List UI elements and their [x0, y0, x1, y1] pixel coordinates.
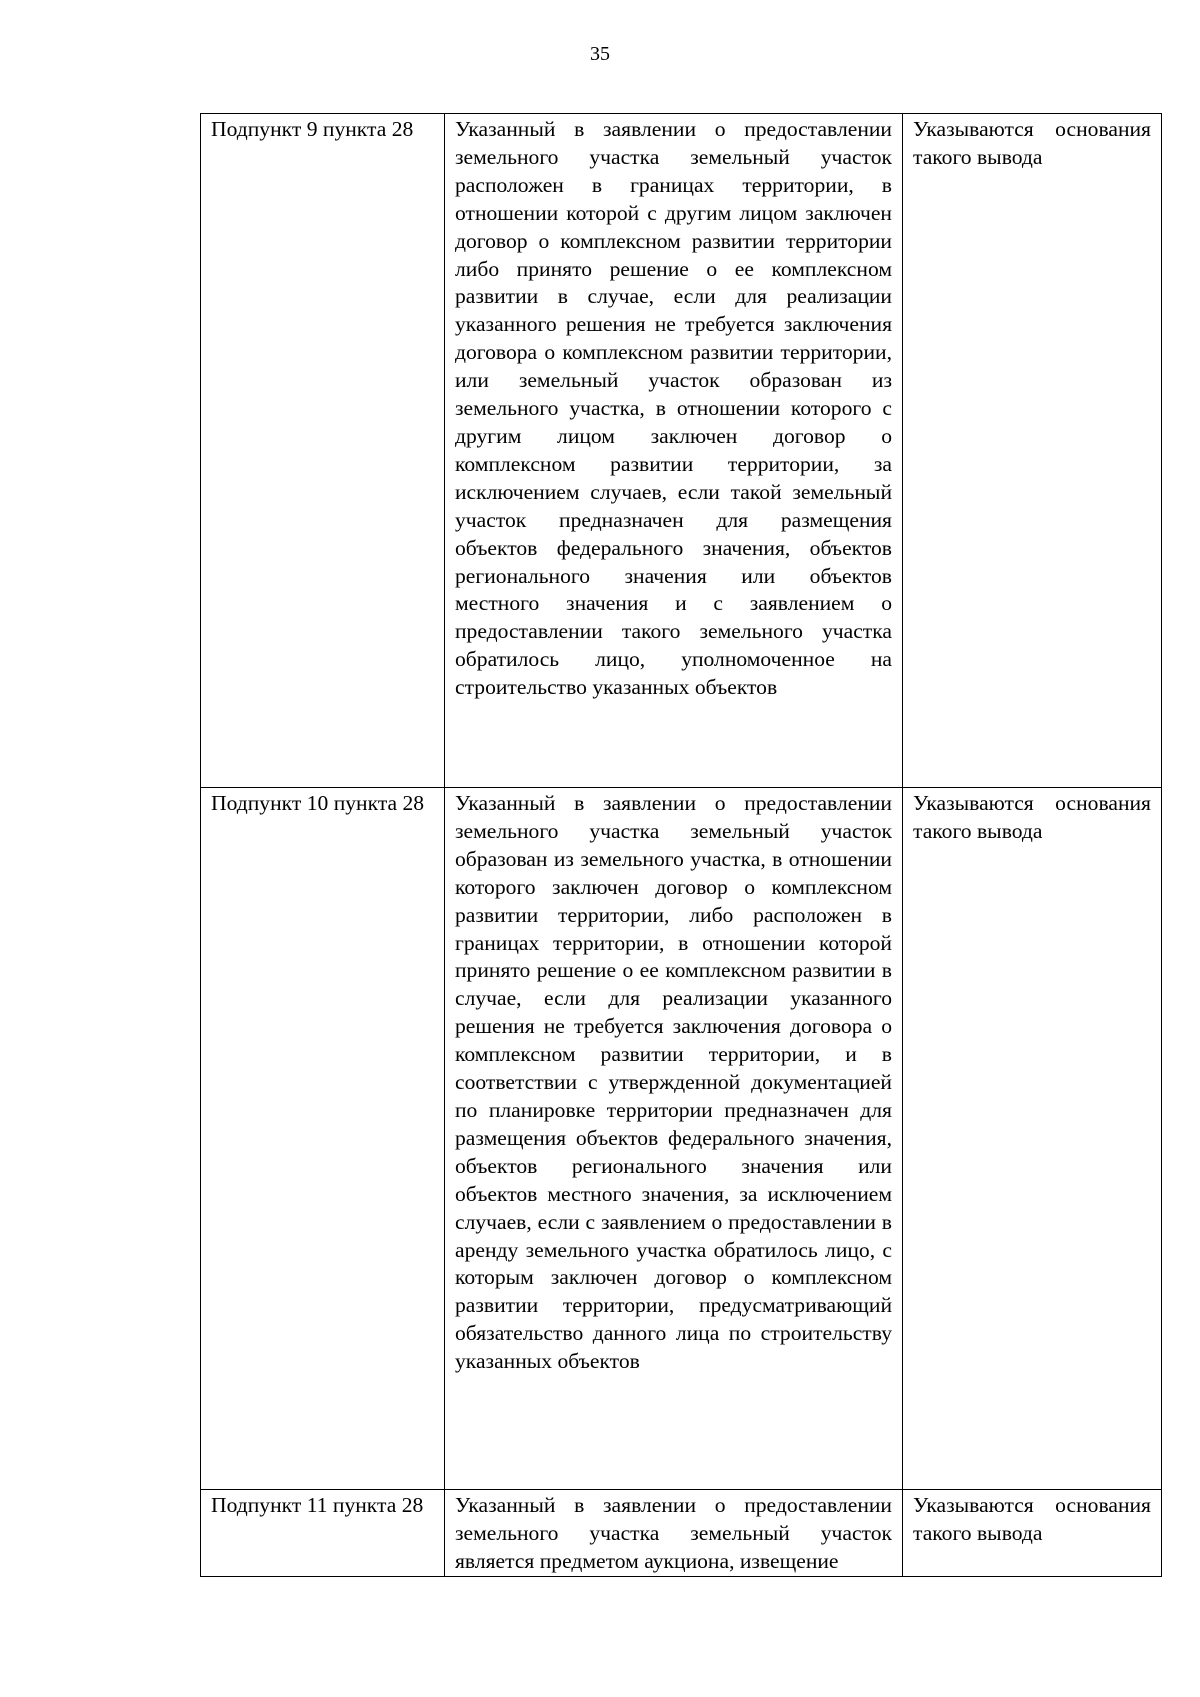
- result-cell: [903, 788, 1162, 1490]
- result-cell: [903, 114, 1162, 788]
- ground-description-cell: [445, 114, 903, 788]
- grounds-table: [200, 113, 1162, 1577]
- legal-reference-cell: [201, 788, 445, 1490]
- legal-reference-cell: [201, 114, 445, 788]
- table-row: [201, 788, 1162, 1490]
- table-row: [201, 1490, 1162, 1577]
- legal-reference: Подпункт 10 пункта 28: [211, 791, 425, 815]
- result-text: Указываются основания такого вывода: [913, 791, 1151, 843]
- page-number: 35: [590, 43, 610, 65]
- result-text: Указываются основания такого вывода: [913, 1493, 1151, 1545]
- legal-reference-cell: [201, 1490, 445, 1577]
- ground-description-cell: [445, 1490, 903, 1577]
- legal-reference: Подпункт 9 пункта 28: [211, 117, 414, 141]
- result-text: Указываются основания такого вывода: [913, 117, 1151, 169]
- ground-description: Указанный в заявлении о предоставлении земельного участка земельный участок является предметом аукциона, извещение: [455, 1493, 892, 1573]
- ground-description-cell: [445, 788, 903, 1490]
- result-cell: [903, 1490, 1162, 1577]
- table-row: [201, 114, 1162, 788]
- ground-description: Указанный в заявлении о предоставлении земельного участка земельный участок расположен в границах территории, в отношении которой с другим лицом заключен договор о комплексном развитии территории либо принято решение о ее комплексном развитии в случае, если для реализации указанного решения не требуется заключения договора о комплексном развитии территории, или земельный участок образован из земельного участка, в отношении которого с другим лицом заключен договор о комплексном развитии территории, за исключением случаев, если такой земельный участок предназначен для размещения объектов федерального значения, объектов регионального значения или объектов местного значения и с заявлением о предоставлении такого земельного участка обратилось лицо, уполномоченное на строительство указанных объектов: [455, 117, 892, 700]
- ground-description: Указанный в заявлении о предоставлении земельного участка земельный участок образован из земельного участка, в отношении которого заключен договор о комплексном развитии территории, либо расположен в границах территории, в отношении которой принято решение о ее комплексном развитии в случае, если для реализации указанного решения не требуется заключения договора о комплексном развитии территории, и в соответствии с утвержденной документацией по планировке территории предназначен для размещения объектов федерального значения, объектов регионального значения или объектов местного значения, за исключением случаев, если с заявлением о предоставлении в аренду земельного участка обратилось лицо, с которым заключен договор о комплексном развитии территории, предусматривающий обязательство данного лица по строительству указанных объектов: [455, 791, 892, 1374]
- legal-reference: Подпункт 11 пункта 28: [211, 1493, 424, 1517]
